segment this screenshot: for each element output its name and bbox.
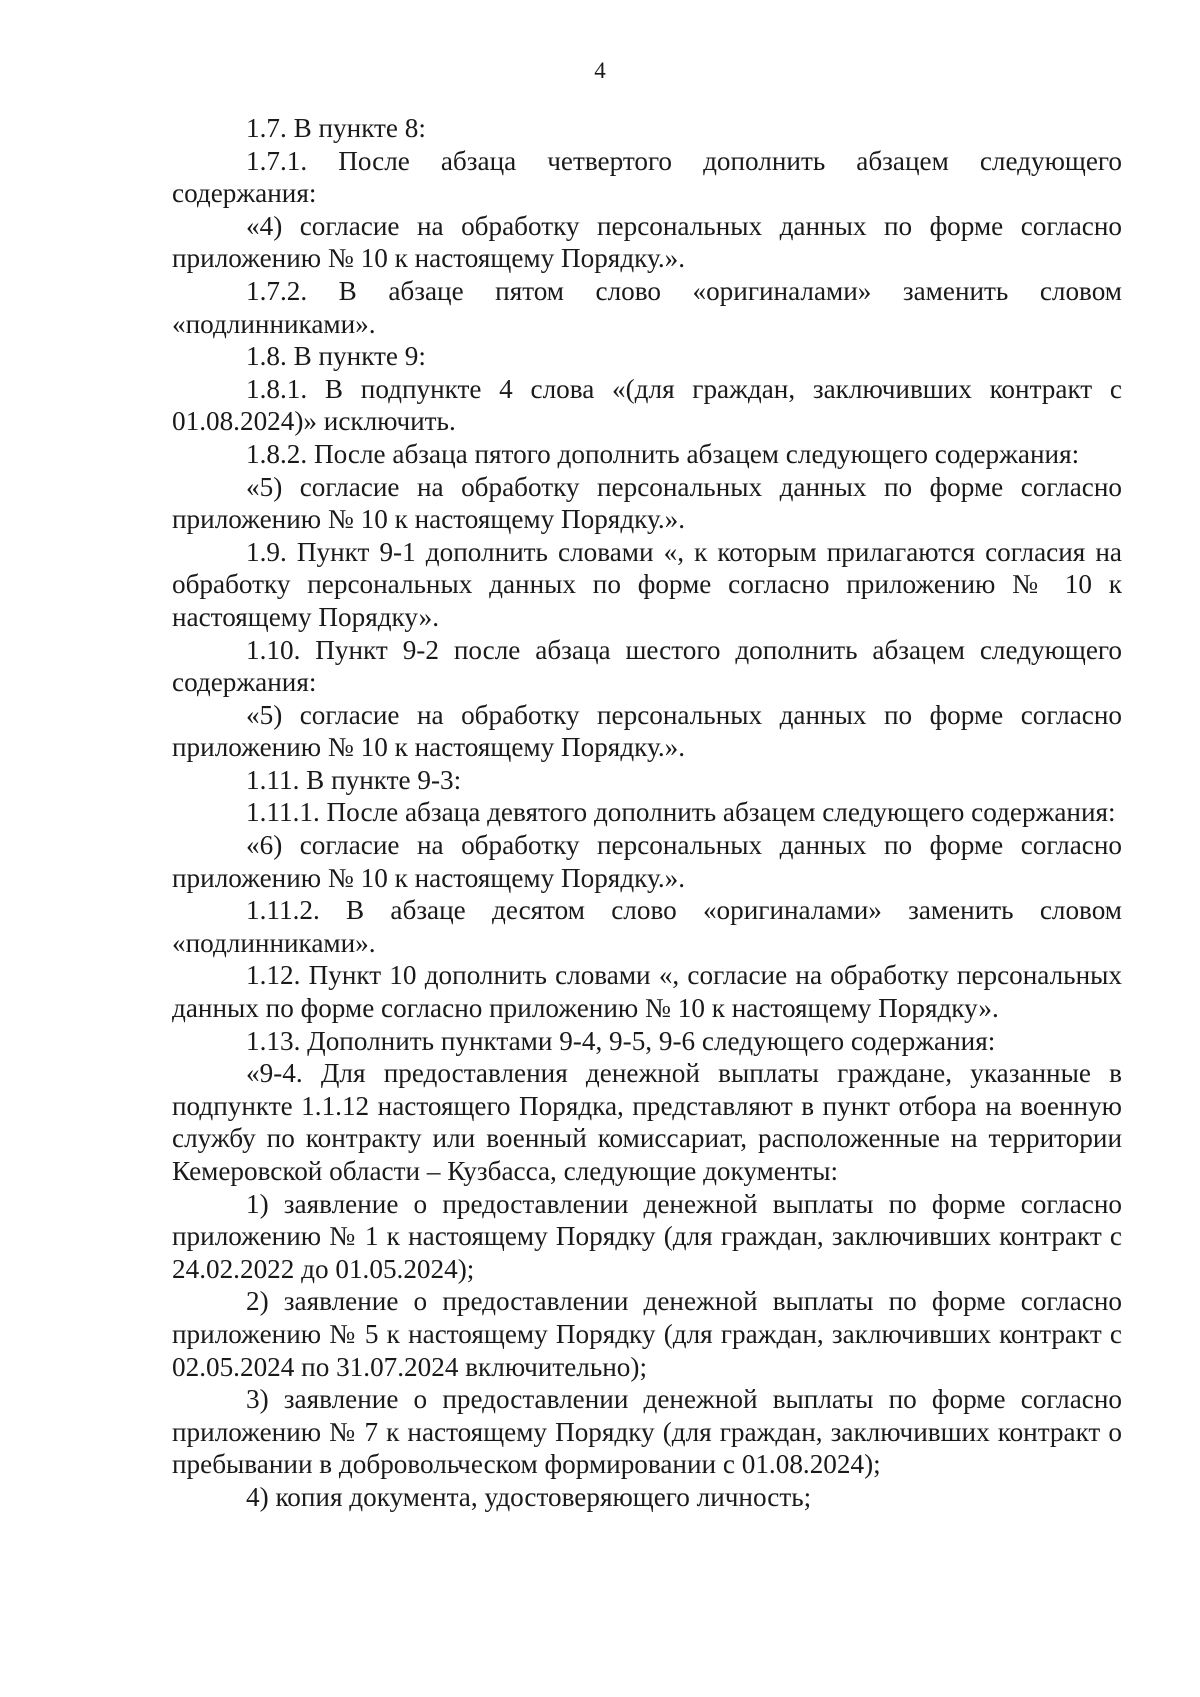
paragraph: 1.9. Пункт 9-1 дополнить словами «, к которым прилагаются согласия на обработку персональных данных по форме согласно приложению № 10 к настоящему Порядку».: [172, 536, 1122, 632]
paragraph: «4) согласие на обработку персональных данных по форме согласно приложению № 10 к настоящему Порядку.».: [172, 210, 1122, 274]
paragraph: 1.7. В пункте 8:: [246, 113, 426, 143]
paragraph: 1.10. Пункт 9-2 после абзаца шестого дополнить абзацем следующего содержания:: [172, 634, 1122, 698]
paragraph: 1.13. Дополнить пунктами 9-4, 9-5, 9-6 следующего содержания:: [246, 1025, 996, 1056]
paragraph: 4) копия документа, удостоверяющего личность;: [246, 1481, 812, 1512]
paragraph: 1.8.2. После абзаца пятого дополнить абзацем следующего содержания:: [246, 438, 1080, 469]
paragraph: 1.8. В пункте 9:: [246, 341, 426, 372]
paragraph: 1.11. В пункте 9-3:: [246, 764, 462, 795]
paragraph: 1) заявление о предоставлении денежной выплаты по форме согласно приложению № 1 к настоящему Порядку (для граждан, заключивших контракт с 24.02.2022 до 01.05.2024);: [172, 1188, 1122, 1284]
page-number: 4: [594, 58, 606, 83]
paragraph: «9-4. Для предоставления денежной выплаты граждане, указанные в подпункте 1.1.12 настоящего Порядка, представляют в пункт отбора на военную службу по контракту или военный комиссариат, расположенные на территории Кемеровской области – Кузбасса, следующие документы:: [172, 1058, 1122, 1186]
paragraph: 1.7.1. После абзаца четвертого дополнить абзацем следующего содержания:: [172, 145, 1122, 209]
paragraph: 3) заявление о предоставлении денежной выплаты по форме согласно приложению № 7 к настоящему Порядку (для граждан, заключивших контракт о пребывании в добровольческом формировании с 01.08.2024);: [172, 1384, 1122, 1480]
paragraph: 1.12. Пункт 10 дополнить словами «, согласие на обработку персональных данных по форме согласно приложению № 10 к настоящему Порядку».: [172, 960, 1122, 1024]
paragraph: 1.11.1. После абзаца девятого дополнить абзацем следующего содержания:: [246, 797, 1116, 828]
paragraph: 1.8.1. В подпункте 4 слова «(для граждан, заключивших контракт с 01.08.2024)» исключить.: [172, 373, 1122, 437]
paragraph: 1.7.2. В абзаце пятом слово «оригиналами» заменить словом «подлинниками».: [172, 275, 1122, 339]
paragraph: «5) согласие на обработку персональных данных по форме согласно приложению № 10 к настоящему Порядку.».: [172, 471, 1122, 535]
paragraph: 1.11.2. В абзаце десятом слово «оригиналами» заменить словом «подлинниками».: [172, 895, 1122, 958]
document-body: [172, 112, 1122, 1514]
paragraph: «6) согласие на обработку персональных данных по форме согласно приложению № 10 к настоящему Порядку.».: [172, 830, 1122, 893]
paragraph: 2) заявление о предоставлении денежной выплаты по форме согласно приложению № 5 к настоящему Порядку (для граждан, заключивших контракт с 02.05.2024 по 31.07.2024 включительно);: [172, 1286, 1122, 1382]
paragraph: «5) согласие на обработку персональных данных по форме согласно приложению № 10 к настоящему Порядку.».: [172, 699, 1122, 763]
